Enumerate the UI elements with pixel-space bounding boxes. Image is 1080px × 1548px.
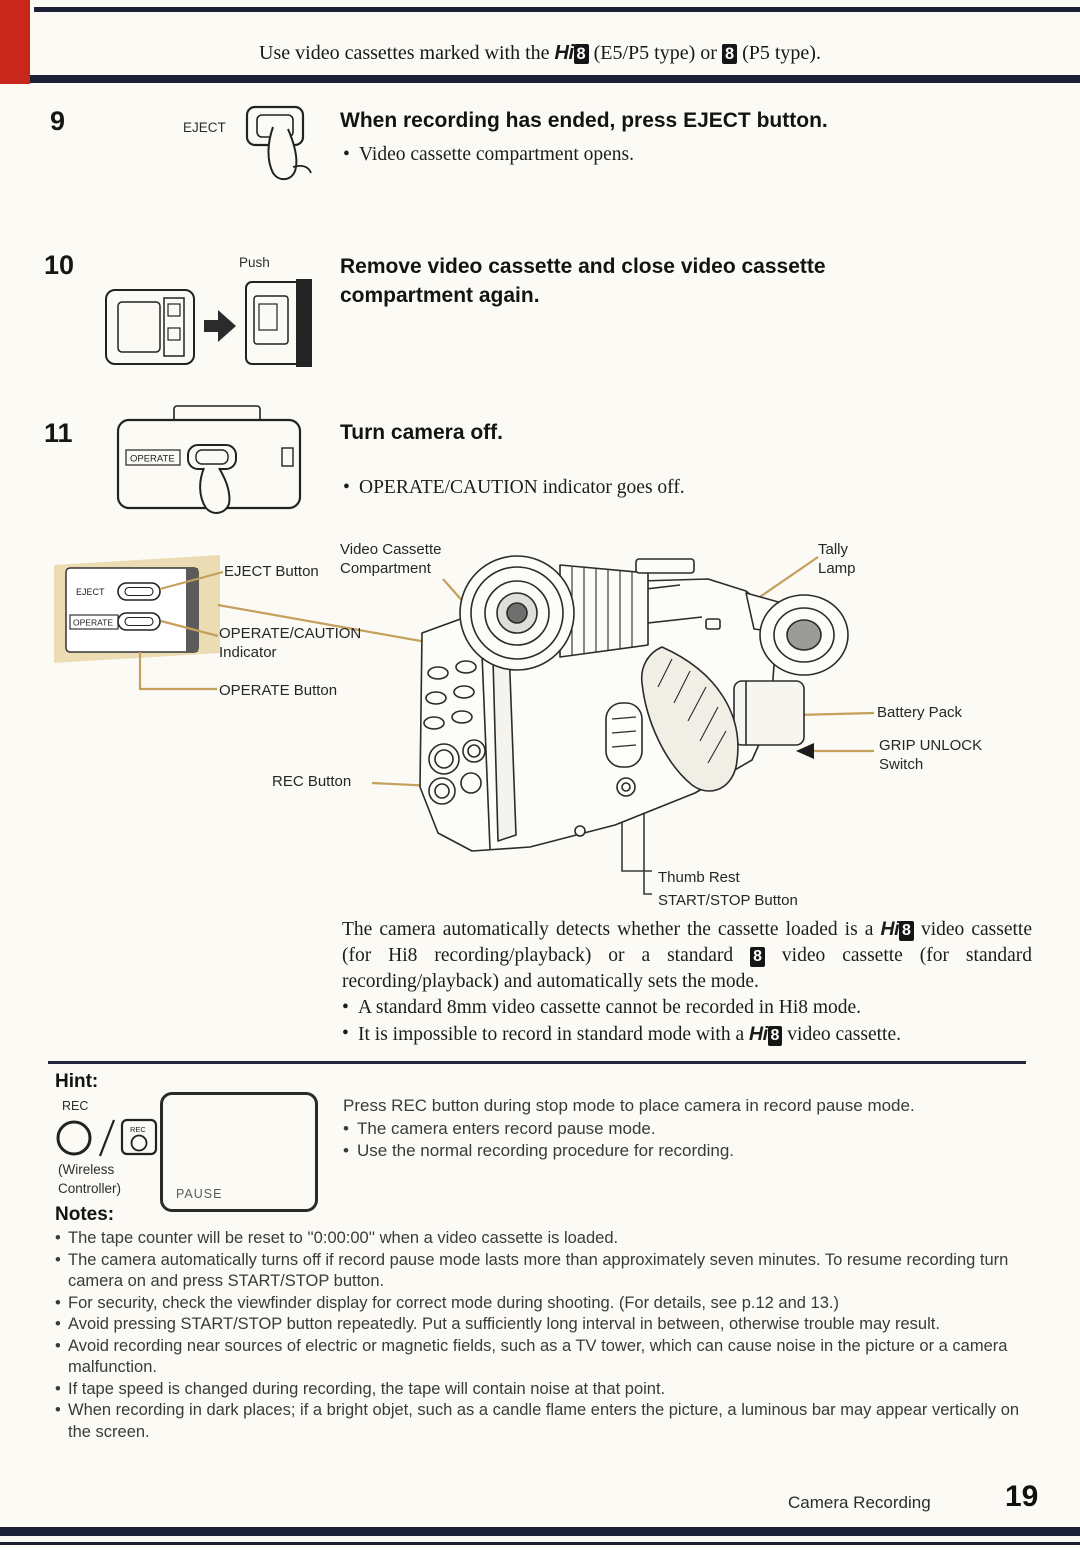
label-grip-unlock-switch [879,736,982,774]
slash-divider [100,1120,114,1156]
camcorder-body-art [420,556,848,851]
hint-text-block [343,1095,1033,1163]
8-logo: 8 [722,44,737,64]
body-bullet-1: • A standard 8mm video cassette cannot be recorded in Hi8 mode. [342,995,1032,1021]
step-9-eject-label: EJECT [183,120,226,135]
note-item: • Avoid pressing START/STOP button repeatedly. Put a sufficiently long interval in between, otherwise trouble may result. [55,1314,1027,1336]
top-rule-thick [30,75,1080,83]
label-operate-button: OPERATE Button [219,682,338,699]
body-bullet-2: • It is impossible to record in standard mode with a Hi 8 video cassette. [342,1021,1032,1048]
hi8-logo: Hi 8 [881,918,914,940]
footer-section-title: Camera Recording [788,1493,931,1512]
8-logo: 8 [750,947,765,967]
step-10-title: Remove video cassette and close video cassette compartment again. [340,255,826,307]
step-9-title: When recording has ended, press EJECT button. [340,109,828,132]
hi8-logo: Hi 8 [555,42,589,64]
step-11-bullet: • OPERATE/CAUTION indicator goes off. [343,477,983,499]
wireless-controller-caption [58,1160,121,1198]
label-line: Tally [818,541,849,558]
inset-operate-text: OPERATE [73,617,113,628]
rec-button-circle-icon [58,1122,90,1154]
label-thumb-rest: Thumb Rest [658,869,740,886]
inset-operate-button [118,613,160,630]
inset-eject-text: EJECT [76,587,105,597]
note-item: • The camera automatically turns off if record pause mode lasts more than approximately seven minutes. To resume recording turn camera on and press START/STOP button. [55,1250,1027,1293]
note-item: • When recording in dark places; if a bright objet, such as a candle flame enters the picture, a luminous bar may appear vertically on the screen. [55,1400,1027,1443]
notes-heading: Notes: [55,1204,115,1225]
bottom-rule-thin [0,1542,1080,1545]
pause-indicator: PAUSE [176,1187,223,1201]
label-line: Video Cassette [340,541,442,558]
rec-button-icons [52,1112,164,1164]
label-line: Indicator [219,644,277,661]
header-note: Use video cassettes marked with the Hi 8 (E5/P5 type) or 8 (P5 type). [259,42,821,64]
label-line: OPERATE/CAUTION [219,625,362,642]
label-line: Switch [879,756,924,773]
label-line: Compartment [340,560,431,577]
viewfinder-display-box [160,1092,318,1212]
step-10-number: 10 [44,250,75,280]
label-operate-caution-indicator [219,624,361,662]
step-11-number: 11 [44,418,73,448]
top-rule-thin [34,7,1080,12]
notes-list [55,1228,1027,1443]
section-divider [48,1061,1026,1064]
hint-bullet-2: • Use the normal recording procedure for recording. [343,1140,1033,1163]
step-10-push-label: Push [239,255,270,270]
label-tally-lamp [818,540,856,578]
page-number: 19 [1005,1480,1039,1513]
note-item: • For security, check the viewfinder display for correct mode during shooting. (For details, see p.12 and 13.) [55,1293,1027,1315]
hint-heading: Hint: [55,1071,99,1092]
eject-button-press-icon [243,101,315,185]
camcorder-diagram-art [40,535,1040,917]
label-rec-button: REC Button [272,773,352,790]
hint-bullet-1: • The camera enters record pause mode. [343,1118,1033,1141]
auto-detect-paragraph [342,916,1032,1048]
label-start-stop-button: START/STOP Button [658,892,798,909]
step-9-number: 9 [50,106,66,136]
note-item: • Avoid recording near sources of electric or magnetic fields, such as a TV tower, which can cause noise in the picture or a camera malfunction. [55,1336,1027,1379]
note-item: • If tape speed is changed during recording, the tape will contain noise at that point. [55,1379,1027,1401]
hint-rec-label: REC [62,1099,89,1113]
paragraph-text: The camera automatically detects whether the cassette loaded is a Hi 8 video cassette (for Hi8 recording/playback) or a standard 8 video cassette (for standard recording/playback) and automatically sets the mode. [342,918,1032,992]
cassette-removal-icon [98,272,328,372]
controller-rec-text: REC [130,1125,146,1134]
step-11-operate-text: OPERATE [130,453,175,465]
caption-line: (Wireless [58,1162,115,1177]
label-video-cassette-compartment [340,540,441,578]
step-11-title: Turn camera off. [340,421,503,444]
label-line: GRIP UNLOCK [879,737,983,754]
hi8-logo: Hi 8 [749,1023,782,1045]
caption-line: Controller) [58,1181,122,1196]
note-item: • The tape counter will be reset to ''0:00:00'' when a video cassette is loaded. [55,1228,1027,1250]
operate-button-press-icon [112,404,314,516]
hint-text: Press REC button during stop mode to place camera in record pause mode. [343,1096,915,1115]
step-9-bullet: • Video cassette compartment opens. [343,144,983,166]
label-battery-pack: Battery Pack [877,704,963,721]
label-eject-button: EJECT Button [224,563,319,580]
label-line: Lamp [818,560,856,577]
bottom-rule-thick [0,1527,1080,1536]
inset-eject-button [118,583,160,600]
controller-rec-circle [132,1136,147,1151]
